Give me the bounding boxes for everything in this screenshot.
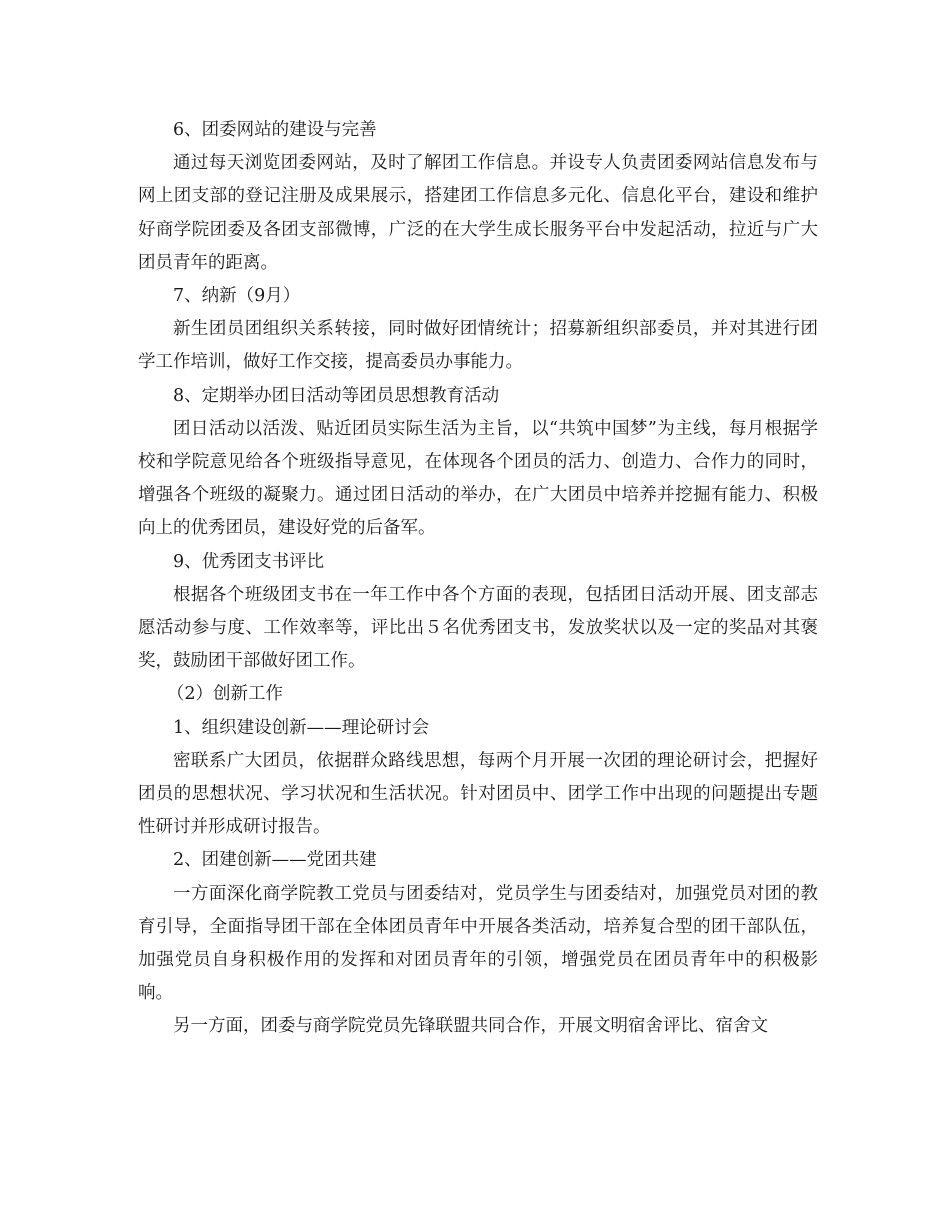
section-heading-9: 9、优秀团支书评比: [173, 551, 325, 572]
paragraph-seminar: 密联系广大团员，依据群众路线思想，每两个月开展一次团的理论研讨会，把握好团员的思想状况、学习状况和生活状况。针对团员中、团学工作中出现的问题提出专题性研讨并形成研讨报告。: [138, 750, 818, 838]
section-heading-innovation-2: 2、团建创新——党团共建: [173, 850, 377, 871]
paragraph-party-league-1: 一方面深化商学院教工党员与团委结对，党员学生与团委结对，加强党员对团的教育引导，全面指导团干部在全体团员青年中开展各类活动，培养复合型的团干部队伍，加强党员自身积极作用的发挥和对团员青年的引领，增强党员在团员青年中的积极影响。: [138, 883, 818, 1004]
section-heading-innovation-1: 1、组织建设创新——理论研讨会: [173, 717, 430, 738]
section-heading-7: 7、纳新（9月）: [173, 286, 301, 307]
paragraph-party-league-2: 另一方面，团委与商学院党员先锋联盟共同合作，开展文明宿舍评比、宿舍文: [173, 1016, 768, 1037]
paragraph-website: 通过每天浏览团委网站，及时了解团工作信息。并设专人负责团委网站信息发布与网上团支部的登记注册及成果展示，搭建团工作信息多元化、信息化平台，建设和维护好商学院团委及各团支部微博，广泛的在大学生成长服务平台中发起活动，拉近与广大团员青年的距离。: [138, 153, 818, 273]
section-heading-6: 6、团委网站的建设与完善: [173, 120, 377, 140]
paragraph-recruitment: 新生团员团组织关系转接，同时做好团情统计；招募新组织部委员，并对其进行团学工作培训，做好工作交接，提高委员办事能力。: [138, 319, 818, 373]
paragraph-league-day: 团日活动以活泼、贴近团员实际生活为主旨，以“共筑中国梦”为主线，每月根据学校和学院意见给各个班级指导意见，在体现各个团员的活力、创造力、合作力的同时，增强各个班级的凝聚力。通过团日活动的举办，在广大团员中培养并挖掘有能力、积极向上的优秀团员，建设好党的后备军。: [138, 418, 818, 539]
section-heading-8: 8、定期举办团日活动等团员思想教育活动: [173, 385, 500, 406]
subsection-heading-innovation: （2）创新工作: [166, 684, 284, 705]
document-body: [138, 114, 818, 1044]
paragraph-secretary-award: 根据各个班级团支书在一年工作中各个方面的表现，包括团日活动开展、团支部志愿活动参与度、工作效率等，评比出５名优秀团支书，发放奖状以及一定的奖品对其褒奖，鼓励团干部做好团工作。: [138, 584, 818, 672]
